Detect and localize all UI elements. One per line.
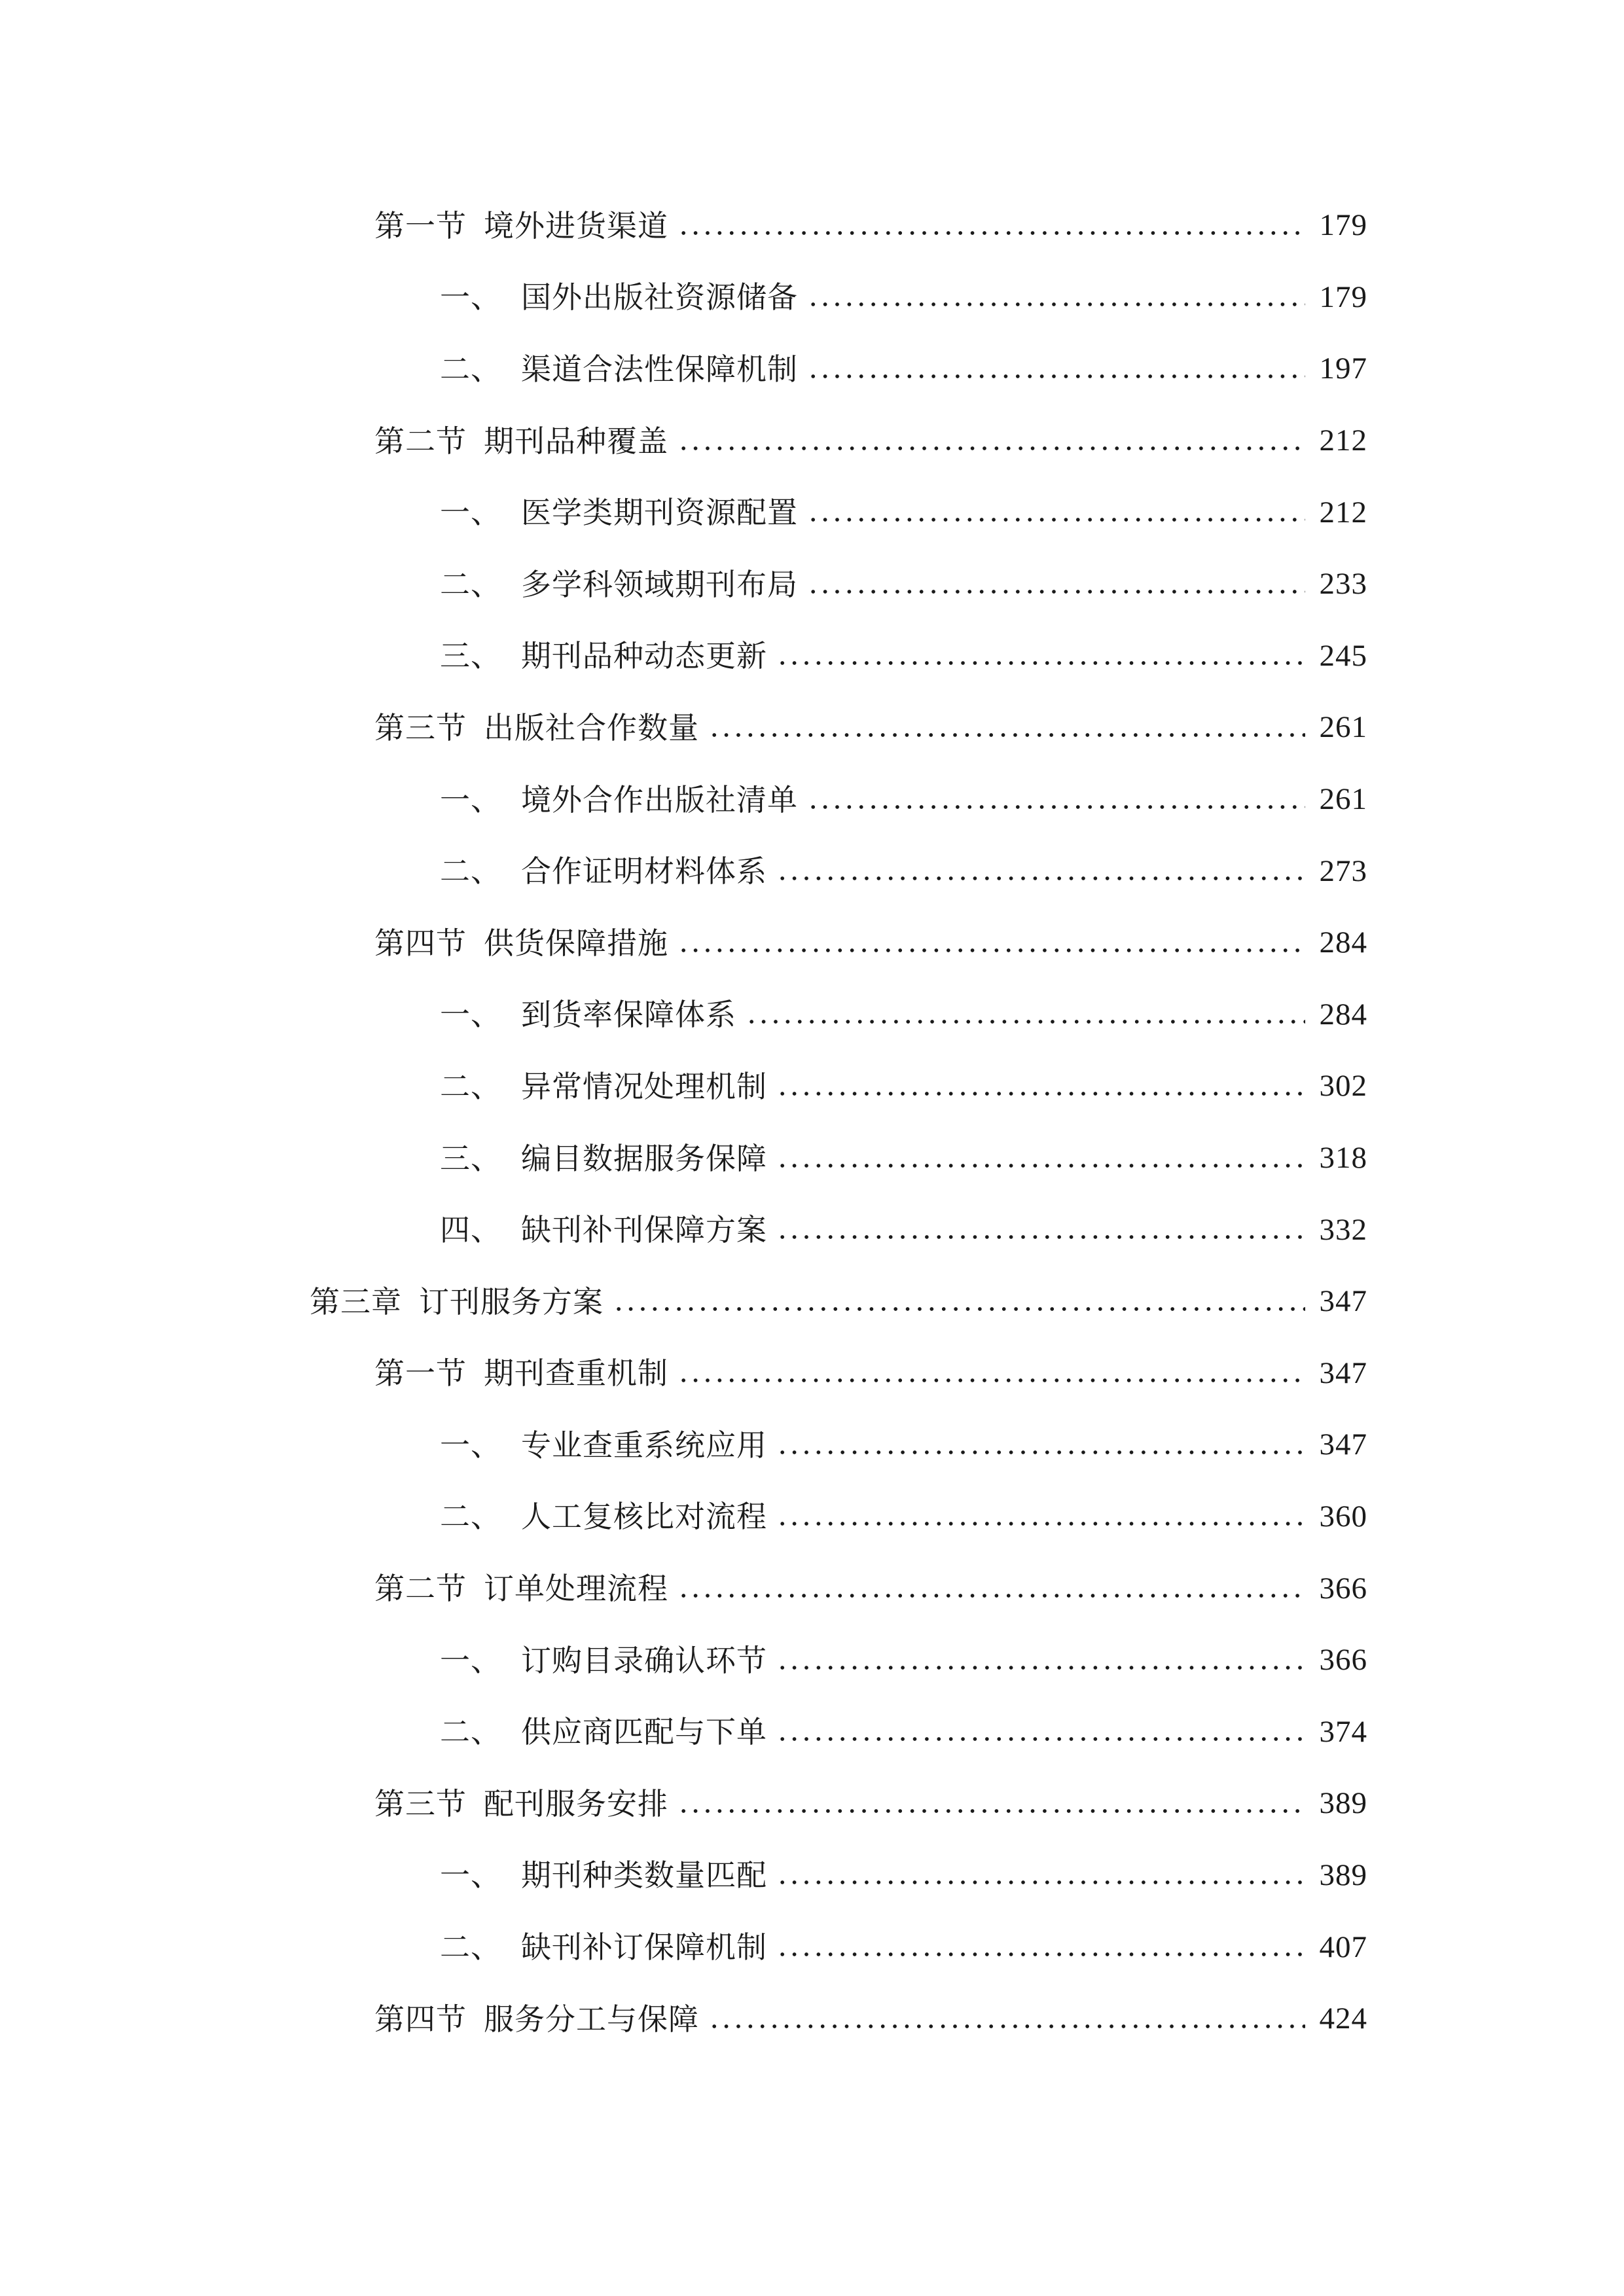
dot-leader bbox=[807, 301, 1305, 308]
toc-entry-title bbox=[310, 1283, 604, 1319]
dot-leader bbox=[776, 1520, 1305, 1527]
toc-entry-number: 第四节 bbox=[374, 2001, 467, 2037]
toc-entry-title bbox=[440, 1212, 767, 1248]
toc-entry-text: 缺刊补刊保障方案 bbox=[521, 1212, 767, 1248]
toc-entry-number: 一、 bbox=[440, 781, 501, 817]
toc-entry[interactable] bbox=[0, 1624, 1624, 1696]
toc-entry-number: 第一节 bbox=[374, 1355, 467, 1391]
toc-entry-number: 二、 bbox=[440, 1068, 501, 1104]
toc-entry-number: 二、 bbox=[440, 853, 501, 889]
dot-leader bbox=[677, 445, 1305, 452]
toc-entry-page-number: 284 bbox=[1319, 925, 1367, 960]
toc-entry-title bbox=[440, 1140, 767, 1176]
toc-entry-page-number: 389 bbox=[1319, 1857, 1367, 1892]
toc-entry-text: 服务分工与保障 bbox=[484, 2001, 699, 2037]
toc-entry-page-number: 197 bbox=[1319, 351, 1367, 386]
toc-entry-page-number: 273 bbox=[1319, 853, 1367, 888]
toc-entry-text: 合作证明材料体系 bbox=[521, 853, 767, 889]
toc-entry-text: 订单处理流程 bbox=[484, 1571, 668, 1607]
toc-entry-number: 第二节 bbox=[374, 1571, 467, 1607]
toc-entry-page-number: 179 bbox=[1319, 279, 1367, 314]
toc-entry-title bbox=[374, 2001, 699, 2037]
dot-leader bbox=[776, 875, 1305, 882]
toc-entry-page-number: 261 bbox=[1319, 782, 1367, 817]
toc-entry-page-number: 332 bbox=[1319, 1212, 1367, 1247]
toc-entry-title bbox=[440, 495, 798, 531]
toc-entry[interactable] bbox=[0, 1194, 1624, 1266]
toc-entry[interactable] bbox=[0, 979, 1624, 1051]
toc-entry-text: 订购目录确认环节 bbox=[521, 1642, 767, 1678]
toc-entry[interactable] bbox=[0, 1338, 1624, 1410]
toc-entry-text: 编目数据服务保障 bbox=[521, 1140, 767, 1176]
toc-entry-page-number: 347 bbox=[1319, 1355, 1367, 1390]
toc-entry-title bbox=[440, 279, 798, 315]
toc-entry-page-number: 424 bbox=[1319, 2001, 1367, 2036]
toc-entry-number: 一、 bbox=[440, 997, 501, 1033]
toc-entry-text: 供货保障措施 bbox=[484, 925, 668, 961]
toc-entry-number: 一、 bbox=[440, 279, 501, 315]
toc-entry-text: 供应商匹配与下单 bbox=[521, 1714, 767, 1750]
toc-entry-title bbox=[440, 1427, 767, 1463]
toc-entry[interactable] bbox=[0, 1840, 1624, 1912]
dot-leader bbox=[708, 2023, 1305, 2030]
dot-leader bbox=[776, 1449, 1305, 1456]
toc-entry[interactable] bbox=[0, 1409, 1624, 1481]
toc-entry-number: 一、 bbox=[440, 1857, 501, 1893]
toc-entry[interactable] bbox=[0, 692, 1624, 764]
toc-entry-number: 一、 bbox=[440, 1427, 501, 1463]
toc-entry[interactable] bbox=[0, 907, 1624, 979]
toc-entry-text: 期刊种类数量匹配 bbox=[521, 1857, 767, 1893]
toc-entry-number: 三、 bbox=[440, 1140, 501, 1176]
toc-entry-title bbox=[440, 1068, 767, 1104]
toc-entry[interactable] bbox=[0, 764, 1624, 836]
toc-entry-page-number: 347 bbox=[1319, 1284, 1367, 1319]
toc-entry[interactable] bbox=[0, 1552, 1624, 1624]
toc-entry-number: 第四节 bbox=[374, 925, 467, 961]
toc-entry-page-number: 212 bbox=[1319, 495, 1367, 529]
toc-entry-page-number: 179 bbox=[1319, 208, 1367, 243]
dot-leader bbox=[776, 1162, 1305, 1169]
toc-entry-title bbox=[374, 925, 668, 961]
toc-entry[interactable] bbox=[0, 1911, 1624, 1983]
dot-leader bbox=[746, 1018, 1305, 1025]
toc-entry-text: 期刊查重机制 bbox=[484, 1355, 668, 1391]
toc-entry[interactable] bbox=[0, 1481, 1624, 1553]
toc-entry[interactable] bbox=[0, 548, 1624, 620]
toc-entry[interactable] bbox=[0, 476, 1624, 548]
toc-entry-title bbox=[440, 997, 736, 1033]
dot-leader bbox=[677, 1377, 1305, 1384]
toc-entry-title bbox=[440, 781, 798, 817]
dot-leader bbox=[776, 1736, 1305, 1742]
toc-entry-text: 期刊品种覆盖 bbox=[484, 423, 668, 459]
toc-entry-text: 境外进货渠道 bbox=[484, 207, 668, 243]
dot-leader bbox=[807, 373, 1305, 380]
toc-entry-text: 多学科领域期刊布局 bbox=[521, 566, 798, 602]
toc-entry-title bbox=[374, 207, 668, 243]
toc-entry-page-number: 302 bbox=[1319, 1069, 1367, 1103]
toc-entry-text: 出版社合作数量 bbox=[484, 709, 699, 745]
toc-entry-number: 第三节 bbox=[374, 1785, 467, 1821]
toc-entry-text: 订刊服务方案 bbox=[419, 1283, 604, 1319]
toc-entry-number: 第三节 bbox=[374, 709, 467, 745]
toc-entry-title bbox=[440, 566, 798, 602]
toc-entry[interactable] bbox=[0, 405, 1624, 477]
toc-entry-number: 二、 bbox=[440, 1714, 501, 1750]
toc-entry[interactable] bbox=[0, 1768, 1624, 1840]
toc-entry-number: 第二节 bbox=[374, 423, 467, 459]
toc-entry[interactable] bbox=[0, 1983, 1624, 2055]
toc-entry-page-number: 347 bbox=[1319, 1427, 1367, 1462]
toc-entry-text: 国外出版社资源储备 bbox=[521, 279, 798, 315]
dot-leader bbox=[677, 947, 1305, 954]
toc-entry-page-number: 233 bbox=[1319, 567, 1367, 601]
toc-entry-title bbox=[374, 1355, 668, 1391]
dot-leader bbox=[807, 804, 1305, 810]
dot-leader bbox=[776, 1951, 1305, 1958]
toc-entry-text: 配刊服务安排 bbox=[484, 1785, 668, 1821]
toc-entry-page-number: 261 bbox=[1319, 710, 1367, 745]
toc-entry-text: 异常情况处理机制 bbox=[521, 1068, 767, 1104]
dot-leader bbox=[613, 1306, 1305, 1312]
toc-entry-title bbox=[374, 1571, 668, 1607]
toc-entry-page-number: 245 bbox=[1319, 638, 1367, 673]
toc-entry[interactable] bbox=[0, 1122, 1624, 1194]
toc-entry-text: 医学类期刊资源配置 bbox=[521, 495, 798, 531]
toc-entry-number: 二、 bbox=[440, 1929, 501, 1965]
dot-leader bbox=[677, 230, 1305, 236]
toc-entry-title bbox=[374, 709, 699, 745]
toc-entry-title bbox=[440, 853, 767, 889]
toc-entry-page-number: 407 bbox=[1319, 1929, 1367, 1964]
toc-entry-title bbox=[440, 351, 798, 387]
dot-leader bbox=[776, 1234, 1305, 1240]
toc-entry-page-number: 360 bbox=[1319, 1499, 1367, 1534]
toc-entry-title bbox=[374, 423, 668, 459]
toc-entry-number: 二、 bbox=[440, 1499, 501, 1535]
toc-entry-page-number: 366 bbox=[1319, 1643, 1367, 1677]
toc-entry-title bbox=[440, 1929, 767, 1965]
toc-entry-title bbox=[374, 1785, 668, 1821]
dot-leader bbox=[677, 1592, 1305, 1599]
toc-entry-text: 缺刊补订保障机制 bbox=[521, 1929, 767, 1965]
dot-leader bbox=[807, 588, 1305, 595]
toc-entry-title bbox=[440, 1499, 767, 1535]
toc-entry[interactable] bbox=[0, 1696, 1624, 1768]
dot-leader bbox=[776, 1664, 1305, 1671]
toc-entry-number: 四、 bbox=[440, 1212, 501, 1248]
toc-entry-number: 二、 bbox=[440, 566, 501, 602]
table-of-contents bbox=[0, 190, 1624, 2054]
toc-entry-title bbox=[440, 638, 767, 674]
dot-leader bbox=[776, 1879, 1305, 1886]
toc-entry[interactable] bbox=[0, 835, 1624, 907]
toc-entry-title bbox=[440, 1642, 767, 1678]
toc-entry-title bbox=[440, 1714, 767, 1750]
dot-leader bbox=[776, 1090, 1305, 1097]
toc-entry-number: 一、 bbox=[440, 495, 501, 531]
toc-entry-page-number: 318 bbox=[1319, 1141, 1367, 1175]
toc-entry-number: 一、 bbox=[440, 1642, 501, 1678]
toc-entry[interactable] bbox=[0, 1266, 1624, 1338]
dot-leader bbox=[708, 732, 1305, 738]
toc-entry[interactable] bbox=[0, 1050, 1624, 1122]
toc-entry-page-number: 366 bbox=[1319, 1571, 1367, 1605]
toc-entry-text: 期刊品种动态更新 bbox=[521, 638, 767, 674]
dot-leader bbox=[807, 516, 1305, 523]
toc-entry-number: 第一节 bbox=[374, 207, 467, 243]
toc-entry-number: 第三章 bbox=[310, 1283, 402, 1319]
toc-entry-text: 境外合作出版社清单 bbox=[521, 781, 798, 817]
toc-entry[interactable] bbox=[0, 262, 1624, 334]
toc-entry[interactable] bbox=[0, 333, 1624, 405]
toc-entry-text: 到货率保障体系 bbox=[521, 997, 736, 1033]
toc-entry-page-number: 374 bbox=[1319, 1714, 1367, 1749]
dot-leader bbox=[776, 660, 1305, 666]
toc-entry-page-number: 389 bbox=[1319, 1786, 1367, 1821]
toc-entry-text: 专业查重系统应用 bbox=[521, 1427, 767, 1463]
toc-entry-page-number: 212 bbox=[1319, 423, 1367, 458]
toc-entry-title bbox=[440, 1857, 767, 1893]
toc-entry[interactable] bbox=[0, 620, 1624, 692]
toc-entry-text: 人工复核比对流程 bbox=[521, 1499, 767, 1535]
toc-entry-number: 三、 bbox=[440, 638, 501, 674]
toc-entry-number: 二、 bbox=[440, 351, 501, 387]
toc-entry-text: 渠道合法性保障机制 bbox=[521, 351, 798, 387]
dot-leader bbox=[677, 1808, 1305, 1814]
toc-entry[interactable] bbox=[0, 190, 1624, 262]
toc-entry-page-number: 284 bbox=[1319, 997, 1367, 1031]
